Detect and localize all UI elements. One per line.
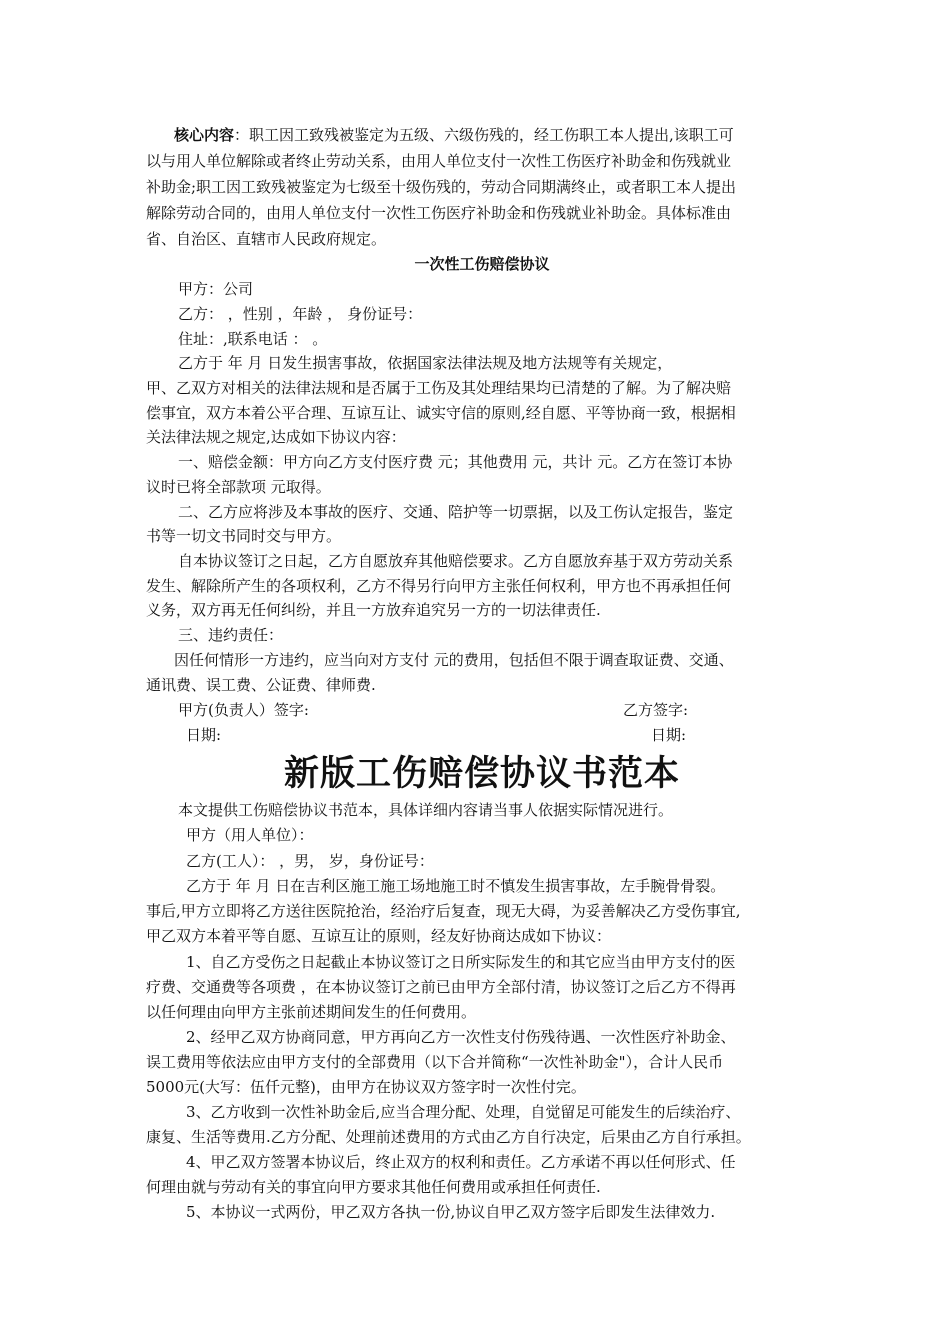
agreement2-line: 何理由就与劳动有关的事宜向甲方要求其他任何费用或承担任何责任. xyxy=(146,1178,601,1196)
agreement2-line: 3、乙方收到一次性补助金后,应当合理分配、处理，自觉留足可能发生的后续治疗、 xyxy=(186,1103,741,1121)
agreement2-line: 乙方(工人）： ，男， 岁，身份证号： xyxy=(186,852,434,870)
agreement2-line: 甲方（用人单位）： xyxy=(186,826,314,844)
date-party-a: 日期: xyxy=(186,726,222,744)
agreement2-line: 2、经甲乙双方协商同意，甲方再向乙方一次性支付伤残待遇、一次性医疗补助金、 xyxy=(186,1028,736,1046)
agreement2-line: 1、自乙方受伤之日起截止本协议签订之日所实际发生的和其它应当由甲方支付的医 xyxy=(186,953,736,971)
sign-party-b: 乙方签字: xyxy=(622,701,688,719)
summary-line-3: 补助金;职工因工致残被鉴定为七级至十级伤残的，劳动合同期满终止，或者职工本人提出 xyxy=(146,178,737,196)
agreement1-line: 议时已将全部款项 元取得。 xyxy=(146,478,331,496)
agreement1-line: 通讯费、误工费、公证费、律师费. xyxy=(146,676,376,694)
date-party-b: 日期: xyxy=(650,726,686,744)
agreement1-title: 一次性工伤赔偿协议 xyxy=(414,255,550,273)
summary-line-2: 以与用人单位解除或者终止劳动关系，由用人单位支付一次性工伤医疗补助金和伤残就业 xyxy=(146,152,732,170)
summary-line-5: 省、自治区、直辖市人民政府规定。 xyxy=(146,230,387,248)
agreement2-line: 5、本协议一式两份，甲乙双方各执一份,协议自甲乙双方签字后即发生法律效力. xyxy=(186,1203,716,1221)
agreement1-signatures xyxy=(178,697,688,723)
agreement1-line: 关法律法规之规定,达成如下协议内容： xyxy=(146,428,406,446)
agreement2-line: 误工费用等依法应由甲方支付的全部费用（以下合并简称“一次性补助金"），合计人民币 xyxy=(146,1053,724,1071)
agreement2-line: 4、甲乙双方签署本协议后，终止双方的权利和责任。乙方承诺不再以任何形式、任 xyxy=(186,1153,736,1171)
agreement1-line: 义务，双方再无任何纠纷，并且一方放弃追究另一方的一切法律责任. xyxy=(146,601,601,619)
agreement1-line: 发生、解除所产生的各项权利，乙方不得另行向甲方主张任何权利，甲方也不再承担任何 xyxy=(146,577,732,595)
summary-label: 核心内容 xyxy=(174,126,235,144)
agreement1-dates xyxy=(186,722,686,748)
agreement2-title: 新版工伤赔偿协议书范本 xyxy=(283,753,680,794)
agreement1-line: 乙方于 年 月 日发生损害事故，依据国家法律法规及地方法规等有关规定， xyxy=(178,354,673,372)
summary-line-1: 核心内容：职工因工致残被鉴定为五级、六级伤残的，经工伤职工本人提出,该职工可 xyxy=(174,126,734,144)
agreement1-line: 偿事宜，双方本着公平合理、互谅互让、诚实守信的原则,经自愿、平等协商一致，根据相 xyxy=(146,404,736,422)
agreement2-line: 疗费、交通费等各项费 ，在本协议签订之前已由甲方全部付清，协议签订之后乙方不得再 xyxy=(146,978,736,996)
agreement1-line: 二、乙方应将涉及本事故的医疗、交通、陪护等一切票据，以及工伤认定报告，鉴定 xyxy=(178,503,734,521)
agreement1-party-a: 甲方：公司 xyxy=(178,280,254,298)
agreement2-line: 以任何理由向甲方主张前述期间发生的任何费用。 xyxy=(146,1003,477,1021)
agreement1-address: 住址：,联系电话 ： 。 xyxy=(178,330,328,348)
agreement2-line: 乙方于 年 月 日在吉利区施工施工场地施工时不慎发生损害事故，左手腕骨骨裂。 xyxy=(186,877,726,895)
agreement1-line: 自本协议签订之日起，乙方自愿放弃其他赔偿要求。乙方自愿放弃基于双方劳动关系 xyxy=(178,552,734,570)
agreement1-line: 一、赔偿金额：甲方向乙方支付医疗费 元；其他费用 元，共计 元。乙方在签订本协 xyxy=(178,453,733,471)
agreement1-line: 因任何情形一方违约，应当向对方支付 元的费用，包括但不限于调查取证费、交通、 xyxy=(174,651,734,669)
agreement2-line: 甲乙双方本着平等自愿、互谅互让的原则，经友好协商达成如下协议： xyxy=(146,927,612,945)
agreement1-line: 书等一切文书同时交与甲方。 xyxy=(146,527,342,545)
agreement1-line: 三、违约责任： xyxy=(178,626,284,644)
agreement2-line: 本文提供工伤赔偿协议书范本，具体详细内容请当事人依据实际情况进行。 xyxy=(178,801,674,819)
agreement1-line: 甲、乙双方对相关的法律法规和是否属于工伤及其处理结果均已清楚的了解。为了解决赔 xyxy=(146,379,732,397)
agreement2-line: 事后,甲方立即将乙方送往医院抢治，经治疗后复查，现无大碍，为妥善解决乙方受伤事宜, xyxy=(146,902,741,920)
agreement2-line: 康复、生活等费用.乙方分配、处理前述费用的方式由乙方自行决定，后果由乙方自行承担。 xyxy=(146,1128,751,1146)
sign-party-a: 甲方(负责人）签字: xyxy=(178,701,309,719)
summary-line-4: 解除劳动合同的，由用人单位支付一次性工伤医疗补助金和伤残就业补助金。具体标准由 xyxy=(146,204,732,222)
agreement2-line: 5000元(大写：伍仟元整)，由甲方在协议双方签字时一次性付完。 xyxy=(146,1078,586,1096)
agreement1-party-b: 乙方： ，性别 ，年龄 ， 身份证号： xyxy=(178,305,423,323)
